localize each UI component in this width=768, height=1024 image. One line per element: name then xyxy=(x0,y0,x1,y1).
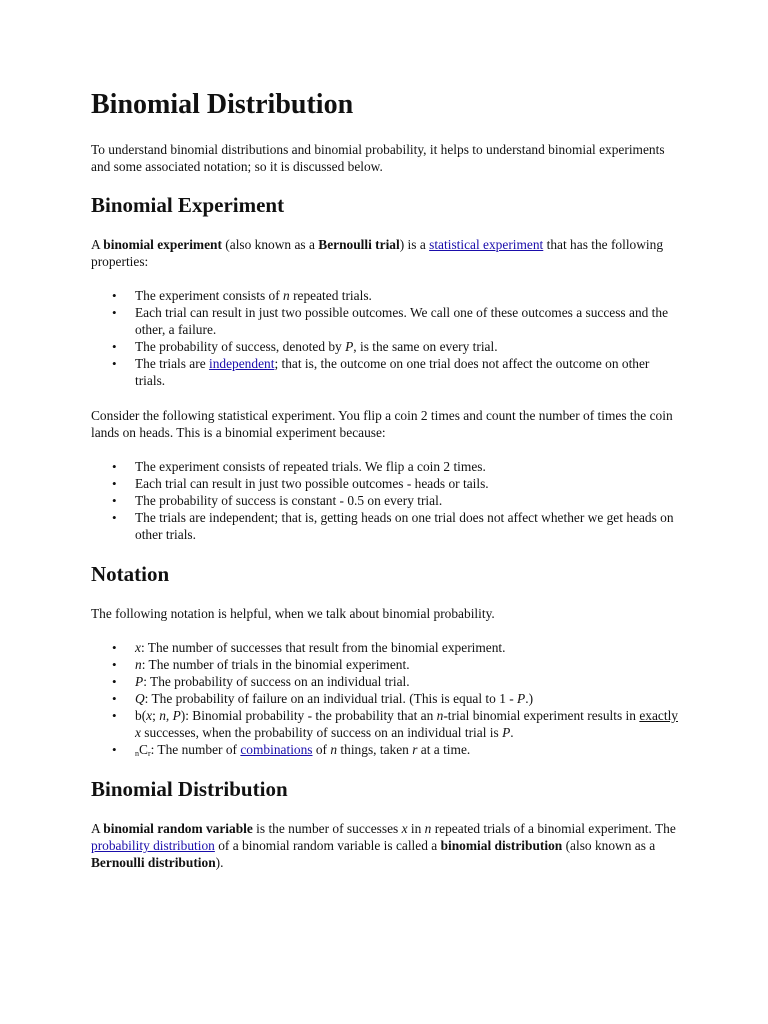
variable: P xyxy=(502,725,511,740)
text-run: (also known as a xyxy=(221,237,319,252)
text-run: : The number of successes that result from the binomial experiment. xyxy=(140,640,506,655)
text-run: ; xyxy=(152,708,160,723)
binomial-distribution-heading: Binomial Distribution xyxy=(91,777,288,801)
text-run: ; that is, the outcome on one trial does not affect the outcome on other trials. xyxy=(135,356,650,388)
text-run: .) xyxy=(525,691,534,706)
text-run: ). xyxy=(215,855,224,870)
text-run: . xyxy=(510,725,514,740)
variable: n xyxy=(424,821,432,836)
experiment-definition xyxy=(91,236,681,270)
text-run: ): Binomial probability - the probability that an xyxy=(180,708,437,723)
combinations-link[interactable]: combinations xyxy=(240,742,313,757)
text-run: The experiment consists of xyxy=(135,288,284,303)
properties-list xyxy=(91,287,681,389)
list-item xyxy=(135,707,681,741)
list-item xyxy=(135,287,681,304)
document-content xyxy=(91,88,681,888)
list-item: • The experiment consists of repeated trials. We flip a coin 2 times. xyxy=(135,458,681,475)
variable: Q xyxy=(135,691,145,706)
list-item xyxy=(135,673,681,690)
text-run: repeated trials. xyxy=(289,288,372,303)
variable: x xyxy=(401,821,408,836)
list-item xyxy=(135,656,681,673)
subscript: r xyxy=(147,749,151,758)
text-run: A xyxy=(91,237,104,252)
text-run: ) is a xyxy=(399,237,430,252)
list-item xyxy=(135,690,681,707)
list-item: • Each trial can result in just two possible outcomes - heads or tails. xyxy=(135,475,681,492)
distribution-paragraph xyxy=(91,820,681,871)
probability-distribution-link[interactable]: probability distribution xyxy=(91,838,215,853)
list-item xyxy=(135,639,681,656)
list-item xyxy=(135,338,681,355)
text-run: in xyxy=(407,821,425,836)
reasons-list xyxy=(91,458,681,543)
variable: r xyxy=(412,742,418,757)
text-run: (also known as a xyxy=(562,838,656,853)
variable: n xyxy=(330,742,338,757)
term-binomial-distribution: binomial distribution xyxy=(440,838,563,853)
text-run: C xyxy=(139,742,148,757)
variable: n, P xyxy=(159,708,181,723)
text-run: of xyxy=(312,742,331,757)
variable: n xyxy=(135,657,142,672)
text-run: that has the following properties: xyxy=(91,237,664,269)
text-run: successes, when the probability of success on an individual trial is xyxy=(140,725,503,740)
text-run: of a binomial random variable is called a xyxy=(214,838,441,853)
text-run: A xyxy=(91,821,104,836)
list-item: • The trials are independent; that is, getting heads on one trial does not affect whether we get heads on other trials. xyxy=(135,509,681,543)
variable: P xyxy=(517,691,526,706)
variable: P xyxy=(345,339,354,354)
notation-list xyxy=(91,639,681,758)
text-run: The trials are xyxy=(135,356,209,371)
term-bernoulli-distribution: Bernoulli distribution xyxy=(91,855,216,870)
term-binomial-experiment: binomial experiment xyxy=(103,237,222,252)
text-run: at a time. xyxy=(417,742,471,757)
list-item: • The probability of success is constant - 0.5 on every trial. xyxy=(135,492,681,509)
text-run: : The number of xyxy=(150,742,241,757)
text-run: b( xyxy=(135,708,147,723)
list-item xyxy=(135,355,681,389)
text-run: is the number of successes xyxy=(252,821,402,836)
text-run: , is the same on every trial. xyxy=(353,339,498,354)
notation-heading: Notation xyxy=(91,562,170,586)
variable: x xyxy=(146,708,153,723)
list-item xyxy=(135,741,681,758)
variable: n xyxy=(283,288,290,303)
subscript: n xyxy=(135,749,139,758)
term-binomial-random-variable: binomial random variable xyxy=(103,821,253,836)
list-item: • Each trial can result in just two possible outcomes. We call one of these outcomes a success and the other, a failure. xyxy=(135,304,681,338)
text-run: The probability of success, denoted by xyxy=(135,339,346,354)
statistical-experiment-link[interactable]: statistical experiment xyxy=(429,237,544,252)
variable: x xyxy=(135,725,141,740)
independent-link[interactable]: independent xyxy=(208,356,275,371)
exactly-underlined: exactly xyxy=(639,708,678,723)
text-run: -trial binomial experiment results in xyxy=(443,708,640,723)
coin-example-paragraph: Consider the following statistical experiment. You flip a coin 2 times and count the number of times the coin lands on heads. This is a binomial experiment because: xyxy=(91,408,673,440)
intro-paragraph: To understand binomial distributions and binomial probability, it helps to understand binomial experiments and some associated notation; so it is discussed below. xyxy=(91,142,665,174)
text-run: things, taken xyxy=(337,742,413,757)
text-run: : The probability of failure on an individual trial. (This is equal to 1 - xyxy=(144,691,518,706)
text-run: repeated trials of a binomial experiment. The xyxy=(431,821,676,836)
term-bernoulli-trial: Bernoulli trial xyxy=(318,237,400,252)
variable: P xyxy=(135,674,144,689)
text-run: : The probability of success on an individual trial. xyxy=(143,674,410,689)
page-title: Binomial Distribution xyxy=(91,89,354,120)
binomial-experiment-heading: Binomial Experiment xyxy=(91,193,285,217)
notation-intro: The following notation is helpful, when we talk about binomial probability. xyxy=(91,606,495,621)
variable: x xyxy=(135,640,141,655)
variable: n xyxy=(436,708,444,723)
text-run: : The number of trials in the binomial experiment. xyxy=(141,657,410,672)
